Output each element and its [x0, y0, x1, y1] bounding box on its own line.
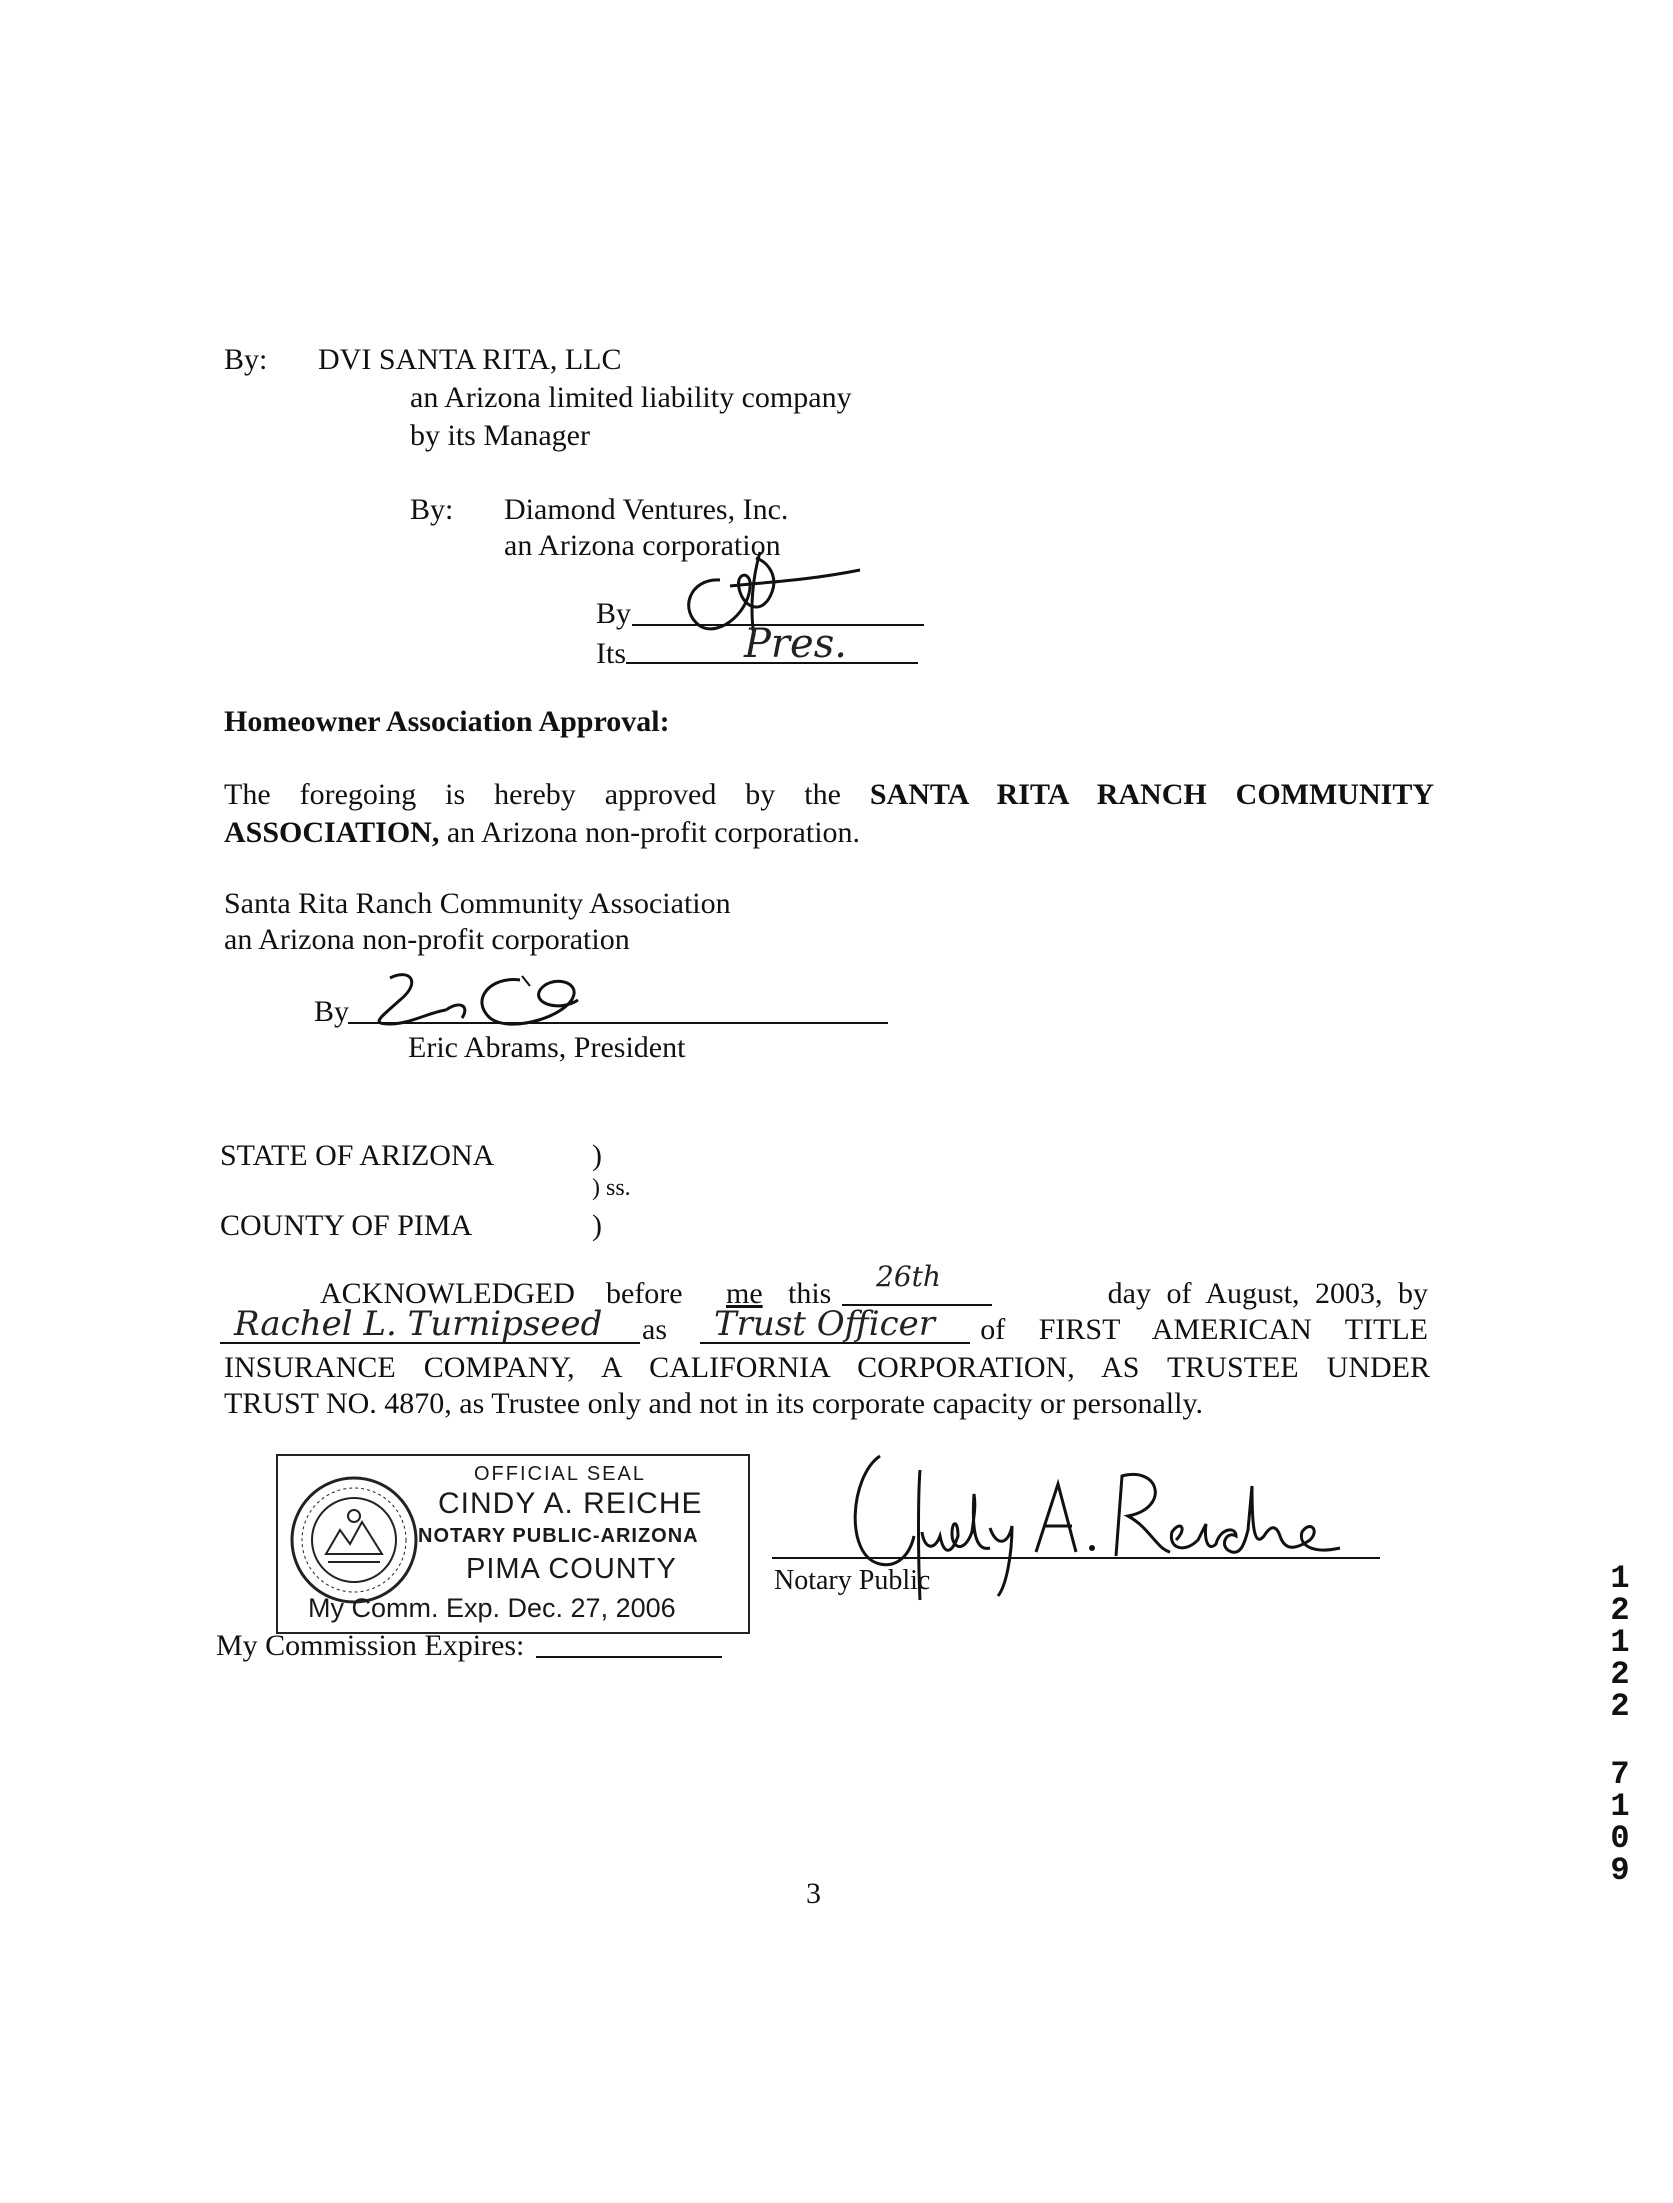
seal-expiration: My Comm. Exp. Dec. 27, 2006 [308, 1593, 676, 1623]
notary-state: STATE OF ARIZONA [220, 1139, 495, 1172]
hoa-heading: Homeowner Association Approval: [224, 705, 670, 738]
recording-digit: 2 [1610, 1592, 1630, 1629]
assoc-description: an Arizona non-profit corporation [224, 923, 630, 956]
notary-signature-line [772, 1557, 1380, 1559]
ack-day-of: day of August, 2003, by [1107, 1277, 1428, 1310]
recording-digit: 1 [1610, 1624, 1630, 1661]
venue-paren-3: ) [592, 1209, 602, 1242]
manager-name: Diamond Ventures, Inc. [504, 493, 789, 526]
seal-notary-arizona: NOTARY PUBLIC-ARIZONA [418, 1525, 699, 1547]
hoa-by-label: By [314, 995, 350, 1028]
hoa-approval-entity: SANTA RITA RANCH COMMUNITY ASSOCIATION, [224, 778, 1434, 849]
ack-me: me [726, 1277, 763, 1310]
ack-name-line [220, 1342, 640, 1344]
ack-this: this [788, 1277, 832, 1310]
manager-by-label: By: [410, 493, 454, 526]
recording-digit: 1 [1610, 1788, 1630, 1825]
assoc-name: Santa Rita Ranch Community Association [224, 887, 731, 920]
hoa-signer: Eric Abrams, President [408, 1031, 686, 1064]
hoa-approval-text [224, 776, 1434, 852]
arizona-seal-emblem [288, 1474, 420, 1606]
venue-ss: ) ss. [592, 1175, 631, 1201]
recording-digit: 2 [1610, 1656, 1630, 1693]
seal-official: OFFICIAL SEAL [474, 1463, 646, 1485]
venue-paren-1: ) [592, 1139, 602, 1172]
notary-seal-stamp [276, 1454, 750, 1634]
company-name: DVI SANTA RITA, LLC [318, 343, 622, 376]
page-number: 3 [806, 1877, 821, 1910]
company-by-manager: by its Manager [410, 419, 590, 452]
hoa-approval-prefix: The foregoing is hereby approved by the [224, 778, 870, 811]
recording-digit: 1 [1610, 1560, 1630, 1597]
ack-day-handwritten: 26th [876, 1260, 941, 1293]
ack-of-entity: of FIRST AMERICAN TITLE [980, 1313, 1428, 1346]
ack-name-handwritten: Rachel L. Turnipseed [234, 1304, 603, 1344]
ack-title-handwritten: Trust Officer [714, 1304, 935, 1344]
seal-name: CINDY A. REICHE [438, 1487, 703, 1520]
ack-line4: TRUST NO. 4870, as Trustee only and not in its corporate capacity or personally. [224, 1387, 1204, 1420]
officer-its-label: Its [596, 637, 626, 670]
commission-expires-label: My Commission Expires: [216, 1629, 525, 1662]
recording-digit: 0 [1610, 1820, 1630, 1857]
hoa-signature [350, 960, 650, 1040]
seal-county: PIMA COUNTY [466, 1553, 677, 1585]
recording-digit: 9 [1610, 1852, 1630, 1889]
officer-title-handwritten: Pres. [744, 621, 847, 667]
notary-county: COUNTY OF PIMA [220, 1209, 473, 1242]
recording-digit: 7 [1610, 1756, 1630, 1793]
ack-as: as [642, 1313, 667, 1346]
ack-title-line [700, 1342, 970, 1344]
hoa-approval-suffix: an Arizona non-profit corporation. [439, 816, 861, 849]
notary-public-label: Notary Public [774, 1565, 931, 1596]
recording-digit: 2 [1610, 1688, 1630, 1725]
ack-before: before [606, 1277, 683, 1310]
commission-expires-line [536, 1656, 722, 1658]
officer-by-label: By [596, 597, 632, 630]
company-description: an Arizona limited liability company [410, 381, 852, 414]
ack-word: ACKNOWLEDGED [320, 1277, 575, 1310]
manager-description: an Arizona corporation [504, 529, 781, 562]
by-label: By: [224, 343, 268, 376]
ack-line3: INSURANCE COMPANY, A CALIFORNIA CORPORATION, AS TRUSTEE UNDER [224, 1351, 1430, 1384]
